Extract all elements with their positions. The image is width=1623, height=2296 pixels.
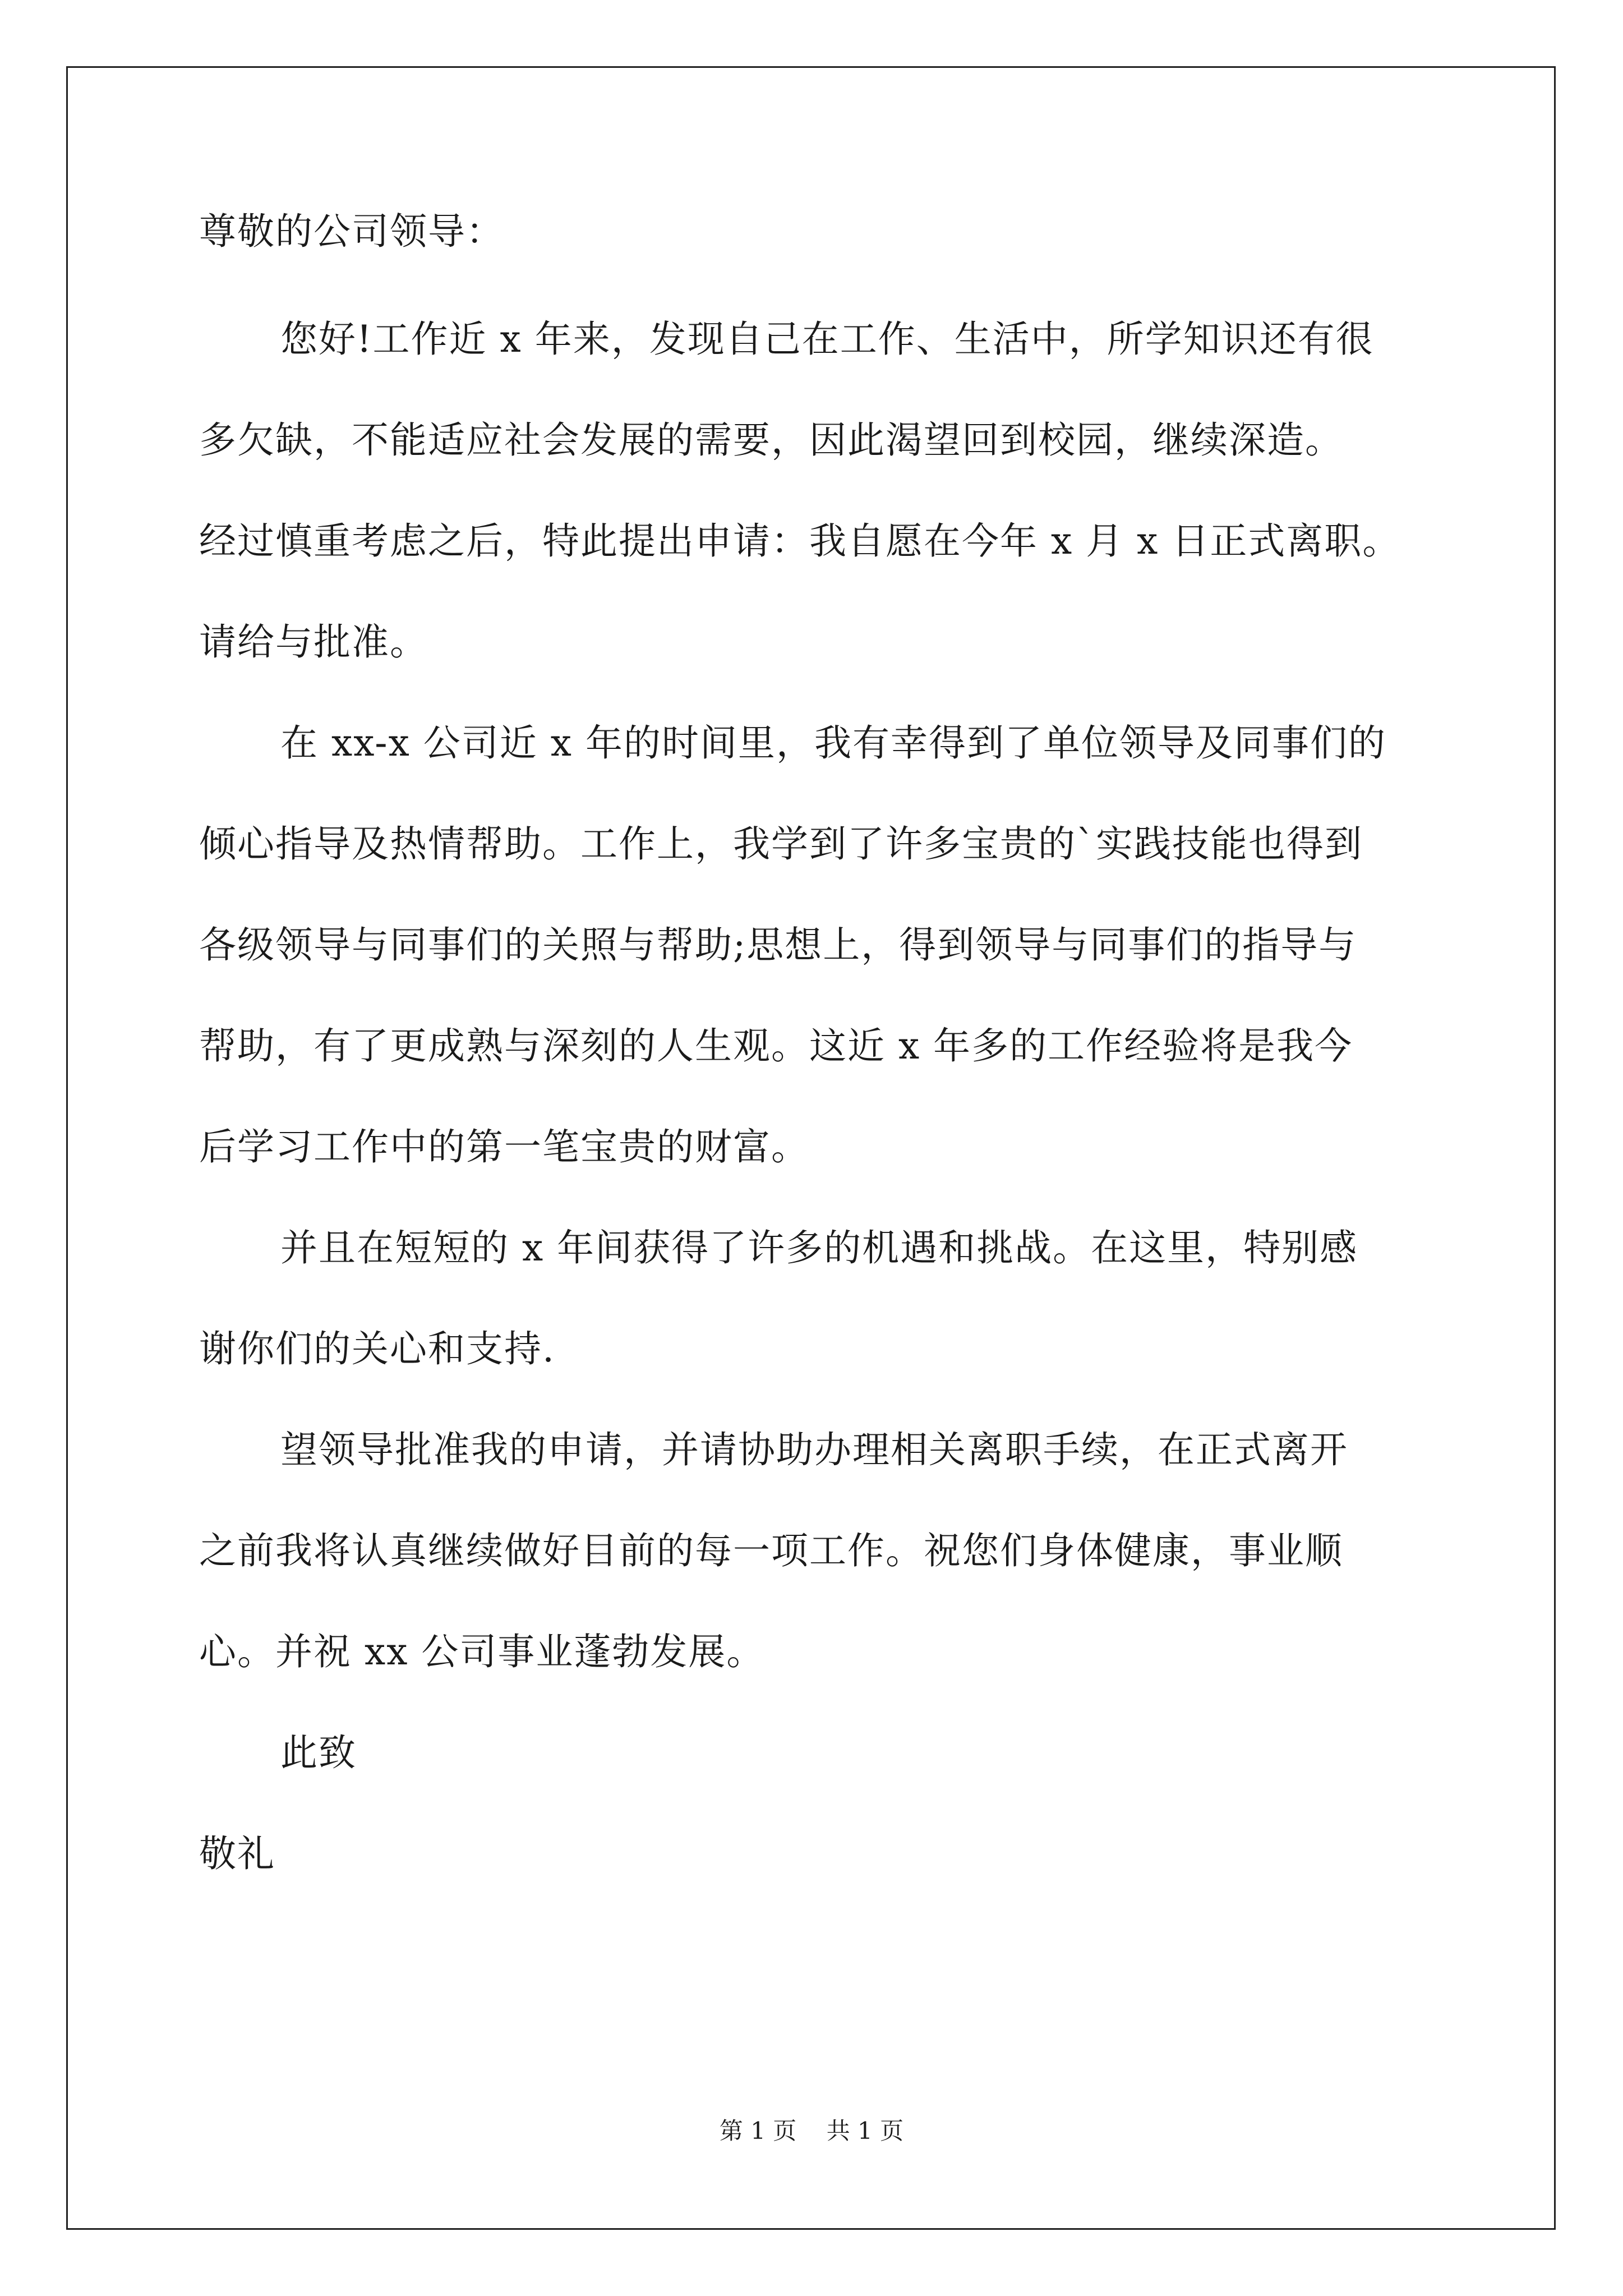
paragraph-line: 请给与批准。 (199, 620, 428, 664)
paragraph-line: 谢你们的关心和支持. (199, 1327, 555, 1370)
paragraph-line: 经过慎重考虑之后，特此提出申请：我自愿在今年 x 月 x 日正式离职。 (199, 519, 1401, 563)
paragraph-line: 倾心指导及热情帮助。工作上，我学到了许多宝贵的`实践技能也得到 (199, 822, 1363, 866)
paragraph-line: 在 xx-x 公司近 x 年的时间里，我有幸得到了单位领导及同事们的 (280, 721, 1386, 765)
closing-regards: 此致 (280, 1731, 357, 1774)
page-footer: 第 1 页 共 1 页 (719, 2117, 904, 2145)
paragraph-line: 多欠缺，不能适应社会发展的需要，因此渴望回到校园，继续深造。 (199, 418, 1343, 462)
paragraph-line: 帮助，有了更成熟与深刻的人生观。这近 x 年多的工作经验将是我今 (199, 1024, 1353, 1068)
paragraph-line: 之前我将认真继续做好目前的每一项工作。祝您们身体健康，事业顺 (199, 1529, 1343, 1572)
paragraph-line: 后学习工作中的第一笔宝贵的财富。 (199, 1125, 809, 1168)
paragraph-line: 心。并祝 xx 公司事业蓬勃发展。 (199, 1630, 765, 1673)
closing-salute: 敬礼 (199, 1832, 275, 1875)
paragraph-line: 望领导批准我的申请，并请协助办理相关离职手续，在正式离开 (280, 1428, 1348, 1471)
paragraph-line: 您好!工作近 x 年来，发现自己在工作、生活中，所学知识还有很 (280, 318, 1374, 361)
paragraph-line: 并且在短短的 x 年间获得了许多的机遇和挑战。在这里，特别感 (280, 1226, 1358, 1269)
paragraph-line: 各级领导与同事们的关照与帮助;思想上，得到领导与同事们的指导与 (199, 923, 1357, 967)
salutation: 尊敬的公司领导： (199, 210, 504, 253)
